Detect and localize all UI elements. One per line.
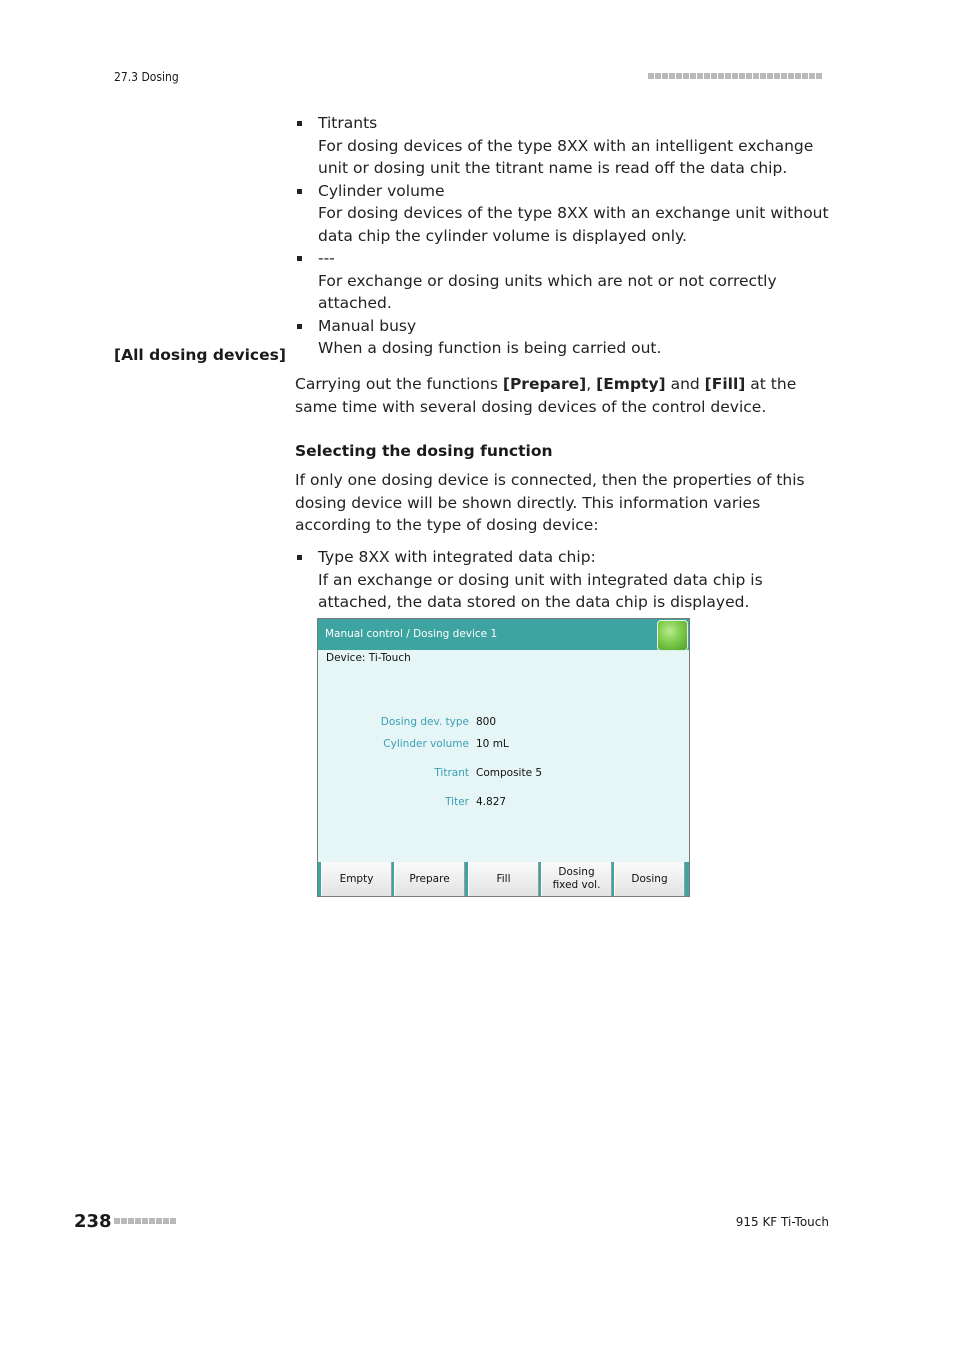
page-number: 238 (74, 1211, 112, 1232)
list-item-desc: If an exchange or dosing unit with integrated data chip is attached, the data stored on the data chip is displayed. (318, 570, 763, 611)
list-item (295, 112, 835, 180)
dosing-fixed-vol-button[interactable]: Dosing fixed vol. (541, 862, 612, 896)
text-run: at the same time with several dosing devices of the control device. (295, 375, 797, 416)
fill-button[interactable]: Fill (468, 862, 539, 896)
subheading-selecting: Selecting the dosing function (295, 442, 553, 460)
field-label-titrant: Titrant (434, 767, 469, 779)
field-label-cylinder-volume: Cylinder volume (383, 738, 469, 750)
list-item-desc: For dosing devices of the type 8XX with an intelligent exchange unit or dosing unit the titrant name is read off the data chip. (318, 136, 814, 177)
screen-title: Manual control / Dosing device 1 (325, 628, 498, 640)
list-item (295, 546, 835, 614)
field-label-dosing-dev-type: Dosing dev. type (380, 716, 469, 728)
device-line: Device: Ti-Touch (326, 652, 411, 664)
prepare-button[interactable]: Prepare (394, 862, 465, 896)
running-header-section: 27.3 Dosing (114, 70, 179, 84)
device-screen (317, 618, 690, 897)
list-item-term: Manual busy (318, 316, 417, 335)
all-devices-paragraph (295, 373, 835, 418)
list-item-desc: For dosing devices of the type 8XX with an exchange unit without data chip the cylinder volume is displayed only. (318, 204, 829, 245)
empty-button[interactable]: Empty (321, 862, 392, 896)
fill-term: [Fill] (704, 375, 746, 393)
list-item (295, 315, 835, 360)
selecting-list (295, 546, 835, 614)
field-value-titer: 4.827 (476, 796, 507, 808)
screen-title-bar (318, 619, 689, 650)
empty-term: [Empty] (596, 375, 666, 393)
field-value-titrant: Composite 5 (476, 767, 543, 779)
list-item-term: Titrants (318, 114, 378, 132)
text-run: and (665, 375, 705, 393)
list-item-term: Cylinder volume (318, 181, 445, 200)
list-item-desc: For exchange or dosing units which are not or not correctly attached. (318, 271, 777, 312)
selecting-paragraph: If only one dosing device is connected, then the properties of this dosing device will be shown directly. This information varies according to the type of dosing device: (295, 471, 805, 534)
section-label-all-dosing-devices: [All dosing devices] (114, 346, 286, 364)
list-item (295, 247, 835, 315)
status-list (295, 112, 835, 360)
list-item (295, 180, 835, 248)
list-item-term: Type 8XX with integrated data chip: (318, 548, 596, 566)
field-label-titer: Titer (445, 796, 469, 808)
text-run: , (586, 375, 597, 393)
field-value-dosing-dev-type: 800 (476, 716, 497, 728)
list-item-desc: When a dosing function is being carried out. (318, 339, 662, 357)
status-light-icon[interactable] (657, 620, 688, 651)
list-item-term: --- (318, 249, 335, 267)
dosing-button[interactable]: Dosing (614, 862, 685, 896)
footer-product: 915 KF Ti-Touch (735, 1215, 829, 1229)
header-decoration (648, 73, 822, 79)
prepare-term: [Prepare] (502, 375, 587, 393)
field-value-cylinder-volume: 10 mL (476, 738, 509, 750)
text-run: Carrying out the functions (295, 375, 503, 393)
footer-decoration (114, 1218, 176, 1224)
